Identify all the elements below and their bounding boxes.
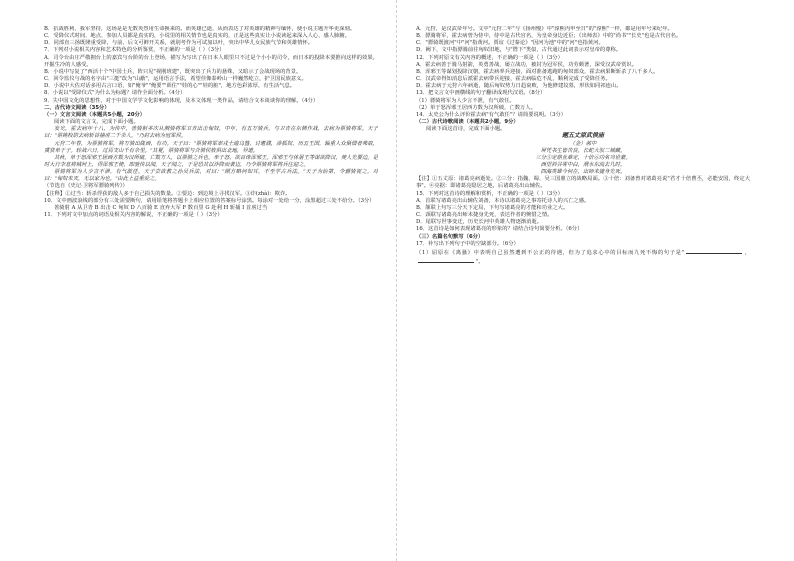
question-17-1-end: "。	[476, 259, 484, 265]
reading-instruction: 阅读下面的文言文，完成下面小题。	[54, 119, 139, 126]
q11-option-c: C．"骠骑既渡河"中"河"指黄河。贾谊《过秦论》"因河为池"中的"河"也指黄河。	[416, 40, 604, 47]
poem-instruction: 阅读下面这首诗，完成下面小题。	[426, 126, 506, 133]
q11-option-a: A．元狩，是汉武帝年号。文中"元狩二年"与《扬州慢》中"淳熙丙申至日"的"淳熙"一样，都是用年号来纪年。	[416, 26, 673, 32]
question-17: 17．补写出下列句子中的空缺部分。（6分）	[416, 240, 519, 247]
poem-line-1: 屏凭书生皆苦良，长蛇大驭二城藏。	[540, 147, 626, 154]
poem-annotation: 【注】①五丈原：诸葛亮病逝处。②三分：指魏、蜀、吴三国鼎立的战略局面。③十倍：刘备曾对诸葛亮说"君才十倍曹丕，必能安国，终定大事"。④亮据：即诸葛亮隐居之地，后诸葛亮出山辅佐。	[416, 176, 750, 190]
passage-paragraph-1: 发光，霍去病年十八，为传中，善骑射多次从侧骑将军卫青出击匈奴，中年，有五万骑兵，与卫青在东侧作战，去病为票骑将军。天子曰："票姚校尉去病斩首捕虏二千余人。"乃封去病为冠军侯。	[44, 126, 378, 140]
answer-blank-2[interactable]	[418, 257, 474, 263]
question-8: 8．小说以"受降仪式"为什么为标题？请作全面分析。（4分）	[44, 90, 186, 97]
question-7: 7．下列对小说相关内容和艺术特色的分析鉴赏，不正确的一项是（ ）（3分）	[44, 47, 225, 54]
option-d: D．同部直三扬既隆重受降，与前、后文可鲜开关系，就别考作为可试加以叶，突出中华儿女民族气节和英雄情怀。	[44, 40, 314, 47]
question-7-a: A．司令台由庄严敬拥台上的嘉宾与台阶的台上登场，描写为写出了在日本人眼里只不过是个小小的司令，而日本的投降本要推向这样的效果，开掘生冷的人感受。	[44, 54, 378, 68]
passage-source: （节选自《史记·卫将军骠骑列传》）	[44, 183, 128, 190]
question-13: 13．把文言文中画横线的句子翻译成现代汉语。（8分）	[416, 90, 546, 97]
right-column	[416, 26, 750, 554]
question-15: 15．下列对这首诗的理解和赏析，不正确的一项是（ ）（3分）	[416, 190, 563, 197]
left-column	[44, 26, 378, 554]
poem-line-2: 三分⑤定鼎业难定，十倍⑥功名当世豪。	[535, 154, 631, 161]
passage-paragraph-3: 其秋，单于怒浑邪王居西方数为汉所破，亡数万人，以票骑之兵也。单于怒，欲召诛浑邪王。浑邪王与休屠王等谋欲降汉，使人先要边。是时大行李息将城河上，得浑邪王使，即驰传以闻。天子闻之，于是恐其以诈降而袭边，乃令票骑将军将兵往迎之。	[44, 154, 378, 168]
question-15-a: A．首联写诸葛亮出山辅佐刘备，本诗以诸葛亮之事寄托诗人的兴亡之感。	[416, 197, 590, 204]
annotation-note: 【注释】①过当：斩杀俘获的敌人多于自己损失的数量。②要边：到边境上寻找汉军。③诈(zhà)：欺诈。	[44, 190, 291, 197]
subsection-classical-chinese: （一）文言文阅读（本题共5小题，20分）	[44, 111, 146, 118]
option-c: C．受降仪式时间、地点、参加人员都是真实的，小说里的相关情节也是真实的，正是这些真实让小说读起来深入人心，感人肺腑。	[44, 33, 350, 40]
question-12-a: A．霍去病善于骑马射箭，英勇善战，屡立战功，被封为冠军侯，功劳颇著，深受汉武帝赏识。	[416, 61, 638, 68]
answer-blank-1[interactable]	[686, 248, 742, 254]
question-7-c: C．回令监仪与战的名字由"三挺"改为"山蔽"，运用语言手法，希望佳像泰岭山一样巍然屹立，护卫国民族意义。	[44, 76, 307, 83]
question-14: 14．太史公为什么评价霍去病"有气敢任"？请简要说明。（3分）	[416, 111, 567, 118]
passage-paragraph-4: 票骑将军为人少言不泄，有气敢任。天子尝欲教之孙吴兵法，对曰："顾方略何如耳，不至学古兵法。"天子为治第，令骠骑视之，对曰："匈奴未灭，无以家为也。"由此上益重爱之。	[44, 169, 378, 183]
subsection-ancient-poetry: （二）古代诗歌阅读（本题共2小题，9分）	[416, 119, 519, 126]
q11-option-b: B．骠骑将军，霍去病曾为侍中，侍中是古代官名，为皇帝身边近臣；《出师表》中的"尚书""长史"也是古代官名。	[416, 33, 682, 40]
q11-option-d: D．阙下，文中指骠骑前往匈奴旧地，与"陛下"类似，古代通过此词表示对皇帝的尊称。	[416, 47, 622, 54]
question-16: 16．这首诗是如何表现诸葛亮的形象的？请结合诗句简要分析。（6分）	[416, 226, 583, 233]
subsection-recitation: （三）名篇名句默写（6分）	[416, 233, 484, 240]
question-15-c: C．颈联写诸葛亮出师未捷身先死，表达作者的惋惜之情。	[416, 212, 553, 219]
question-15-d: D．尾联写世事变迁，历史长河中英雄人物逐渐消逝。	[416, 219, 543, 226]
poem-author: （金）郝中	[569, 140, 597, 147]
question-12-c: C．汉武帝得知消息后派霍去病带兵迎接，霍去病临危不乱，顺利完成了受降任务。	[416, 76, 611, 83]
question-7-b: B．小说中写复了"西活十个"中国士兵，阵只见"视刚班建"，既突出了兵力的悬殊，又暗示了会战现场的背景。	[44, 68, 302, 75]
question-17-1-text: （1）屈原在《离骚》中表明自己虽然遭到不公正的待遇，但为了追求心中的目标而九死不悔的句子是"	[416, 249, 685, 256]
section-ancient-poetry-prose: 二、古代诗文阅读（35分）	[44, 104, 110, 111]
question-12: 12．下列对原文有关内容的概述，不正确的一项是（ ）（3分）	[416, 54, 563, 61]
page-fold-line	[396, 0, 397, 561]
poem-title: 题五丈原武侯庙	[561, 133, 604, 140]
poem-block	[416, 133, 750, 176]
poem-line-3: 西望斜谷雾中白，渭水东流去几时。	[540, 161, 626, 168]
question-12-b: B．浑邪王等谋划投降汉朝，霍去病率兵迎接，面对准备逃跑的匈奴部众，霍去病果断斩杀了八千多人。	[416, 68, 659, 75]
question-15-b: B．颔联上句写三分天下定局，下句写诸葛亮的才能和功业之大。	[416, 204, 569, 211]
question-10: 10．文中画波浪线的部分有三处需要断句，请用铅笔将答题卡上相应位置的答案标号涂黑。每涂对一处给一分，涂黑超过三处不给分。（3分）	[44, 197, 375, 204]
passage-paragraph-2: 元狩二年春，为票骑将军，将万骑出陇西，有功。天子曰："票骑将军率戎士逾乌盩，讨遬濮，涉狐奴，历五王国，辎重人众慑慴者弗取，冀获单于子。转战六日，过焉支山千有余里。"其夏，票骑将军与合骑侯敖俱出北地，异道。	[44, 140, 378, 154]
question-12-d: D．霍去病于元狩六年病逝，随后匈奴势力日趋衰败，为他修建坟墓，形状如同祁连山。	[416, 83, 622, 90]
question-9: 9．失中国文化的思想性，对于中国文学学文化影响的体现，及本文体现一类作品，请结合文本谈谈你的理解。（4分）	[44, 97, 319, 104]
question-10-sentence: 善骑射 A 从卫青 B 出击 C 匈奴 D 八百骑 E 直弃大军 F 数百里 G 赴利 H 斩捕 I 首虏过当	[54, 204, 268, 211]
option-b: B．抗战胜利，我军坚持，这场是是无数英烈用生命换来的。而英雄已逝，从而表达了对英雄的精神与缅怀，使小说主题升华更深刻。	[44, 26, 356, 32]
question-11: 11．下列对文中加点的词语及相关内容的解说，不正确的一项是（ ）（3分）	[44, 212, 223, 219]
question-13-2: （2）单于怒浑邪王居西方数为汉所破，亡数万人。	[416, 104, 536, 111]
question-7-d: D．小说中大佐对话多用古言口语，如"俺爷""俺要""训住""娃的心""娃的脏"，地方色彩浓厚，有生活气息。	[44, 83, 296, 90]
question-17-1: （1）屈原在《离骚》中表明自己虽然遭到不公正的待遇，但为了追求心中的目标而九死不悔的句子是" ，"。	[416, 249, 750, 265]
poem-line-4: 四海英雄今何在，出师未捷身先死。	[540, 169, 626, 176]
question-13-1: （1）骠骑将军为人少言不泄，有气敢任。	[416, 97, 515, 104]
